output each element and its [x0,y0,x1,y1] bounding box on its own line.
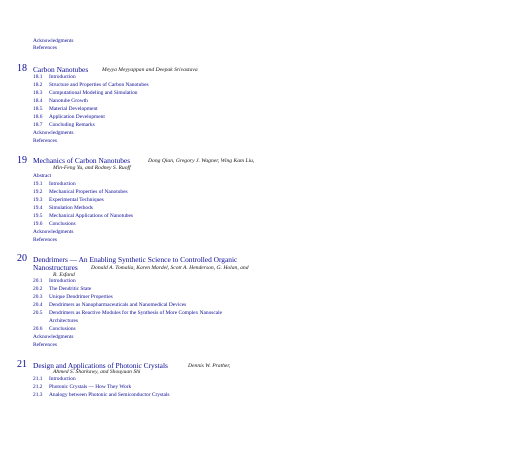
toc-link-acknowledgments[interactable]: Acknowledgments [33,229,74,235]
section-link[interactable] [33,221,76,227]
section-number: 21.3 [33,392,43,398]
section-title: Analogy between Photonic and Semiconductor Crystals [49,392,170,398]
section-link[interactable] [33,205,93,211]
section-link[interactable] [33,294,113,300]
chapter-title-link[interactable]: Mechanics of Carbon Nanotubes [33,156,131,165]
chapter-authors: Meyya Meyyappan and Deepak Srivastava [102,67,198,73]
section-title: Introduction [49,278,76,284]
toc-link-acknowledgments[interactable]: Acknowledgments [33,130,74,136]
section-number: 21.2 [33,384,43,390]
section-number: 20.1 [33,278,43,284]
section-link[interactable] [33,318,78,324]
chapter-number: 19 [17,155,27,166]
chapter-title-link[interactable]: Dendrimers — An Enabling Synthetic Science to Controlled Organic [33,255,238,264]
chapter-authors: Donald A. Tomalia, Karen Mardel, Scott A. Henderson, G. Holan, and [91,265,249,271]
section-link[interactable] [33,278,76,284]
chapter-authors: Ahmed S. Sharkawy, and Shouyuan Shi [53,369,141,375]
section-link[interactable] [33,384,131,390]
section-link[interactable] [33,310,222,316]
section-link[interactable] [33,189,128,195]
section-title: Mechanical Properties of Nanotubes [49,189,128,195]
chapter-authors: Min-Feng Yu, and Rodney S. Ruoff [53,165,131,171]
section-title: Mechanical Applications of Nanotubes [49,213,133,219]
section-number: 18.7 [33,122,43,128]
section-number: 20.6 [33,326,43,332]
chapter-authors: Dennis W. Prather, [188,363,231,369]
chapter-number: 21 [17,359,27,370]
section-number: 19.2 [33,189,43,195]
toc-link-acknowledgments[interactable]: Acknowledgments [33,334,74,340]
section-number: 20.3 [33,294,43,300]
chapter-number: 20 [17,253,27,264]
toc-link-references[interactable]: References [33,45,57,51]
section-number: 18.2 [33,82,43,88]
section-number: 18.1 [33,74,43,80]
section-title: The Dendritic State [49,286,92,292]
toc-link-abstract[interactable]: Abstract [33,173,52,179]
toc-link-acknowledgments[interactable]: Acknowledgments [33,38,74,44]
section-title: Material Development [49,106,98,112]
section-title: Introduction [49,181,76,187]
section-number: 20.5 [33,310,43,316]
section-number: 18.3 [33,90,43,96]
section-title: Experimental Techniques [49,197,104,203]
section-title: Architectures [49,318,79,324]
section-title: Concluding Remarks [49,122,95,128]
section-title: Conclusions [49,221,76,227]
section-number: 21.1 [33,376,43,382]
section-title: Dendrimers as Nanopharmaceuticals and Nanomedical Devices [49,302,187,308]
section-link[interactable] [33,302,186,308]
section-link[interactable] [33,326,76,332]
section-title: Nanotube Growth [49,98,88,104]
toc-link-references[interactable]: References [33,138,57,144]
section-number: 20.4 [33,302,43,308]
chapter-number: 18 [17,63,27,74]
toc-link-references[interactable]: References [33,237,57,243]
section-title: Structure and Properties of Carbon Nanotubes [49,82,149,88]
section-title: Application Development [49,114,105,120]
section-title: Conclusions [49,326,76,332]
toc-link-references[interactable]: References [33,342,57,348]
chapter-title-link[interactable]: Carbon Nanotubes [33,65,89,74]
chapter-authors: R. Esfand [53,272,75,278]
section-link[interactable] [33,181,76,187]
section-title: Dendrimers as Reactive Modules for the Synthesis of More Complex Nanoscale [49,310,223,316]
section-number: 19.3 [33,197,43,203]
section-link[interactable] [33,106,98,112]
section-number: 18.5 [33,106,43,112]
section-link[interactable] [33,82,149,88]
section-number: 19.6 [33,221,43,227]
section-link[interactable] [33,90,138,96]
section-link[interactable] [33,376,76,382]
section-link[interactable] [33,122,95,128]
section-title: Unique Dendrimer Properties [49,294,113,300]
section-link[interactable] [33,197,104,203]
section-title: Introduction [49,74,76,80]
section-number: 20.2 [33,286,43,292]
section-title: Computational Modeling and Simulation [49,90,138,96]
section-number: 19.5 [33,213,43,219]
section-link[interactable] [33,114,105,120]
section-number: 19.1 [33,181,43,187]
section-link[interactable] [33,286,91,292]
section-title: Simulation Methods [49,205,93,211]
section-title: Photonic Crystals — How They Work [49,384,132,390]
section-link[interactable] [33,392,170,398]
section-title: Introduction [49,376,76,382]
section-link[interactable] [33,98,88,104]
chapter-title-link[interactable]: Design and Applications of Photonic Crystals [33,361,168,370]
chapter-title-link[interactable]: Nanostructures [33,263,78,272]
section-link[interactable] [33,213,133,219]
section-link[interactable] [33,74,76,80]
section-number: 19.4 [33,205,43,211]
section-number: 18.6 [33,114,43,120]
chapter-authors: Dong Qian, Gregory J. Wagner, Wing Kam Liu, [148,158,255,164]
section-number: 18.4 [33,98,43,104]
